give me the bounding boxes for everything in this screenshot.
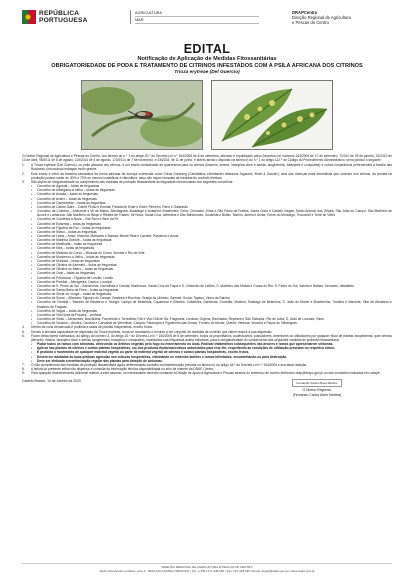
item-number: 4. — [22, 325, 25, 330]
document-title: EDITAL — [183, 42, 231, 56]
concelho-item: ▪ Concelho de Penacova – Figueira de Lorvão; Lorvão — [37, 276, 392, 280]
numbered-item — [22, 163, 392, 171]
agency-line-3: e Pescas do Centro — [292, 20, 329, 26]
measure-item: ▪ É proibido o movimento de qualquer material vegetal ou parte de material vegetal de citrinos e outras plantas hospedeiras, exceto frutos. — [37, 350, 392, 354]
item-number: 9. — [22, 371, 25, 376]
item-number: 7. — [22, 362, 25, 367]
item-text: Ficam desta forma notificados, ao abrigo do número 3, do artigo 20.º do Decreto-Lei n.º 154/2005 de 6 de setembro, todos os proprietários, usufrutuários, possuidores, detentores ou utilizadores por qualquer título de plantas hospedeiras, quer citrinos (limoeiro, limeira, laranjeira doce e azeda, tangerineira, toranjeira e cunquates), localizados nas freguesias acima indicadas, para a obrigatoriedade do cumprimento das seguintes medidas de proteção fitossanitária: — [31, 333, 392, 342]
document-heading: OBRIGATORIEDADE DE PODA E TRATAMENTO DE CITRINOS INFESTADOS COM A PSILA AFRICANA DOS CITRINOS — [51, 63, 363, 69]
concelho-item: ▪ Concelho de S. Pedro do Sul – Bordonhos; Carvalhais e Candal; Manhouce; Santa Cruz da Trapa e S. Cristóvão de Lafões; S. Martinho das Moitas e Covas do Rio; S. Pedro do Sul, Várzea e Baiões; Serrazes; Valadares — [37, 284, 392, 288]
concelho-item: ▪ Concelho de Viseu – Abraveses; Boa Aldeia, Farminhão e Torredeita; Fail e Vila Chã de Sá; Fragosela; Lordosa; Orgens; Ranhados; Repeses e São Salvador; Rio de Loba; S. João de Lourosa; Viseu — [37, 317, 392, 321]
signature-block — [242, 379, 392, 397]
concelho-item: ▪ Concelho de Castro Daire – Cabril; Picão e Ermida; Parada de Ester e Ester; Pinheiro; Reriz e Gafanhão — [37, 205, 392, 209]
concelho-item: ▪ Concelho de Murtosa – todas as freguesias — [37, 259, 392, 263]
concelho-item: ▪ Concelho de Vagos – todas as freguesias — [37, 309, 392, 313]
concelho-item: ▪ Concelho de Miranda do Corvo – Miranda do Corvo; Semide e Rio de Vide — [37, 251, 392, 255]
concelho-item: ▪ Concelho de Soure – Alfarelos; Figueiró do Campo; Gesteira e Brunhós; Granja do Ulmeiro; Samuel; Soure; Tapéus; Vinha da Rainha — [37, 296, 392, 300]
concelho-item: ▪ Concelho de Leiria – Amor; Maceira; Marrazes e Barosa; Monte Real e Carvide; Parceiros e Azoia — [37, 234, 392, 238]
measures-list — [22, 342, 392, 363]
concelho-item: ▪ Concelho de Santa Maria da Feira – todas as freguesias — [37, 288, 392, 292]
concelho-item: ▪ Concelho de Albergaria-a-Velha – todas as freguesias — [37, 188, 392, 192]
place-date: Castelo Branco, 14 de Janeiro de 2020 — [22, 379, 81, 384]
item-number: 8. — [22, 366, 25, 371]
item-number: 6. — [22, 333, 25, 338]
signer-name: (Fernando Carlos Alves Martins) — [292, 392, 342, 397]
item-text: Devido à elevada capacidade de dispersão da Trioza erytreae, torna-se necessário o recurso a um conjunto de medidas de controlo que visem reduzir a sua dispersão. — [31, 329, 273, 334]
photo-row — [22, 80, 392, 150]
signer-role: O Diretor Regional, — [302, 388, 332, 393]
measure-item: ▪ Deve ser efetuada a monitorização regular das plantas para deteção de sintomas. — [37, 359, 392, 363]
ministry-labels — [130, 10, 259, 24]
document-body — [22, 154, 392, 375]
concelho-item: ▪ Concelho de Oliveira do Bairro – todas as freguesias — [37, 267, 392, 271]
numbered-items — [22, 163, 392, 184]
agency-name: DRAPCentro — [292, 10, 318, 15]
concelho-item: ▪ Concelho de Oliveira de Azeméis – todas as freguesias — [37, 263, 392, 267]
concelho-item: ▪ Concelho de Mealhada – todas as freguesias — [37, 242, 392, 246]
footer-agency: DIREÇÃO REGIONAL DE AGRICULTURA E PESCAS DO CENTRO — [161, 565, 253, 570]
concelho-item: ▪ Concelho de Marinha Grande – todas as freguesias — [37, 238, 392, 242]
document-subtitle: Notificação de Aplicação de Medidas Fitossanitárias — [137, 56, 277, 62]
measure-item: ▪ Podar todos os ramos com sintomas, destruindo os detritos vegetais pelo fogo ou enterramento no local. Realizar tratamentos subsequentes nas árvores e ramos que apresentarem sintomas. — [37, 342, 392, 346]
signature-box: Fernando Carlos Alves Martins — [292, 379, 341, 387]
logo-line-2: PORTUGUESA — [39, 17, 88, 25]
document-header — [22, 0, 392, 40]
concelho-item: ▪ Concelho de Sever do Vouga – todas as freguesias — [37, 292, 392, 296]
concelho-item: ▪ Concelho de Ílhavo – todas as freguesias — [37, 230, 392, 234]
numbered-items — [22, 363, 392, 375]
footer-contacts: Sede: Rua Amato Lusitano, Lote 3 · 6000-150 CASTELO BRANCO | Tel.: (+351) 272 348 600 | Fax: 272 348 625 | Email: drapc@drapc.gov.pt | www.drapc.gov.pt — [99, 569, 315, 574]
numbered-item — [22, 172, 392, 180]
concelho-item: ▪ Concelho de Aveiro – todas as freguesias — [37, 197, 392, 201]
concelho-item: ▪ Concelho de Tondela – Barreiro de Besteiros e Tourigo; Campo de Besteiros; Caparrosa e Silvares; Castelões; Dardavaz; Guardão; Molelos; Santiago de Besteiros; S. João do Monte e Mosteirinho; Tondela e Nandufe; Vilar de Besteiros e Mosteiro de Fragoas — [37, 300, 392, 308]
numbered-item — [22, 371, 392, 375]
republica-portuguesa-logo — [22, 10, 130, 25]
item-number: 2. — [22, 171, 25, 176]
species-name: Trioza erytreae (Del Guercio) — [174, 70, 240, 75]
concelho-item: ▪ Concelho de Figueira da Foz – todas as freguesias — [37, 226, 392, 230]
item-text: A leitura do presente edital não dispensa a consulta da informação técnica disponibilizada no sítio da internet da DRAP Centro. — [31, 366, 214, 371]
measure-item: ▪ Aplicar nas plantas de citrinos e outras plantas hospedeiras, um dos produtos fitofarmacêuticos autorizados para este fim, respeitando as condições de utilização previstas no respetivo rótulo. — [37, 346, 392, 350]
psyllid-photo — [81, 80, 203, 150]
concelho-item: ▪ Concelho de Pombal – Almagreira; Carriço; Louriçal — [37, 280, 392, 284]
concelho-item: ▪ Concelho de Condeixa-a-Nova – Vila Seca e Bem da Fé — [37, 217, 392, 221]
agency-line-2: Direção Regional de Agricultura — [292, 15, 351, 21]
item-number: 3. — [22, 179, 25, 184]
ministry-sea: MAR — [135, 17, 259, 24]
infested-leaf-photo — [211, 80, 333, 150]
concelho-item: ▪ Concelho de Ovar – todas as freguesias — [37, 271, 392, 275]
page-footer — [22, 563, 392, 574]
concelho-item: ▪ Concelho de Coimbra – Antuzede e Vil de Matos; Almalaguês; Assafarge e Antanhol; Brasfemes; Ceira; Cernache; Eiras e São Paulo de Frades; Santa Clara e Castelo Viegas; Santo António dos Olivais; São João do Campo; São Martinho de Árvore e Lamarosa; São Martinho do Bispo e Ribeira de Frades; Sé Nova, Santa Cruz, Almedina e São Bartolomeu; Souselas e Botão; Taveiro, Ameal e Arzila; Torres do Mondego; Trouxemil e Torre de Vilela — [37, 209, 392, 217]
measure-item: ▪ Devem ser adotadas as boas práticas agrícolas nas culturas hospedeiras, eliminando os rebentos ladrões e ramos infestados, encaminhando-os para destruição. — [37, 355, 392, 359]
concelho-item: ▪ Concelho de Anadia – todas as freguesias — [37, 192, 392, 196]
concelho-item: ▪ Concelho de Mira – todas as freguesias — [37, 246, 392, 250]
concelho-item: ▪ Concelho de Vouzela – Alcofra; Cambra e Carvalhal de Vermilhas; Campia; Fataunços e Figueiredo das Donas; Fornelo do Monte; Queirã; Ventosa; Vouzela e Paços de Vilharigues — [37, 321, 392, 325]
concelho-item: ▪ Concelho de Estarreja – todas as freguesias — [37, 222, 392, 226]
item-number: 1. — [22, 163, 25, 168]
item-text: Para qualquer esclarecimento adicional relativo a este assunto, os interessados deverão contactar a Divisão de Apoio à Agricultura e Pescas através do endereço de correio eletrónico drap@drapc.gov.pt ou dos contactos indicados em rodapé. — [31, 371, 381, 376]
agency-block — [292, 10, 392, 26]
concelho-item: ▪ Concelho de Vila Nova de Poiares – Arrifana — [37, 313, 392, 317]
concelho-item: ▪ Concelho de Montemor-o-Velho – todas as freguesias — [37, 255, 392, 259]
intro-paragraph: O Diretor Regional de Agricultura e Pescas do Centro, nos termos do n.º 1 do artigo 20.º do Decreto-Lei n.º 154/2005 de 6 de setembro, alterado e republicado pelos Decretos-Lei números 243/2009 de 17 de setembro, 7/2010 de 25 de janeiro, 32/2010 de 13 de abril, 95/2011 de 8 de agosto, 115/2014 de 5 de agosto, 170/2014 de 7 de novembro, e 43/2018, de 11 de junho, e atento ainda o disposto na alínea d) do n.º 1 do artigo 112.º do Código do Procedimento Administrativo, torna público o seguinte: — [22, 154, 392, 163]
numbered-item — [22, 334, 392, 342]
concelho-item: ▪ Concelho de Águeda – todas as freguesias — [37, 184, 392, 188]
flag-emblem-icon — [22, 10, 36, 24]
numbered-items — [22, 325, 392, 342]
signature-row — [22, 379, 392, 397]
item-text: A Trioza erytreae (Del Guercio), ou psila africana dos citrinos, é um inseto considerado de quarentena para os citrinos (limoeiro, limeira, laranjeira doce e azeda, tangerineira, toranjeira e cunquates) e outros hospedeiros pertencentes à família das Rutáceas, provocando estragos muito graves. — [31, 163, 392, 172]
item-text: O não cumprimento das medidas de proteção fitossanitária agora determinadas constitui contraordenação prevista na alínea m) do artigo 44.º do Decreto-Lei n.º 154/2005 e sua atual redação. — [31, 362, 308, 367]
item-text: Dentro da zona demarcada é proibida a saída de plantas hospedeiras, exceto frutos. — [31, 325, 153, 330]
concelhos-list — [22, 184, 392, 325]
concelho-item: ▪ Concelho de Cantanhede – todas as freguesias — [37, 201, 392, 205]
logo-line-1: REPÚBLICA — [39, 10, 80, 17]
ministry-agriculture: AGRICULTURA — [135, 10, 259, 17]
item-text: Este inseto é vetor da bactéria causadora da forma africana da doença conhecida como Citrus Greening (Candidatus Liberibacter africanus Jagoueix, Bové & Garnier), uma das doenças mais destrutivas que ocorrem nos citrinos. As perdas na produção podem variar de 30% a 70% ou mesmo inviabilizar a citricultura, caso não sejam tomadas as medidas de controlo efetivas. — [31, 171, 392, 180]
item-number: 5. — [22, 329, 25, 334]
item-text: São objeto de obrigatoriedade do cumprimento das medidas de proteção fitossanitária as freguesias mencionadas dos seguintes concelhos: — [31, 179, 234, 184]
